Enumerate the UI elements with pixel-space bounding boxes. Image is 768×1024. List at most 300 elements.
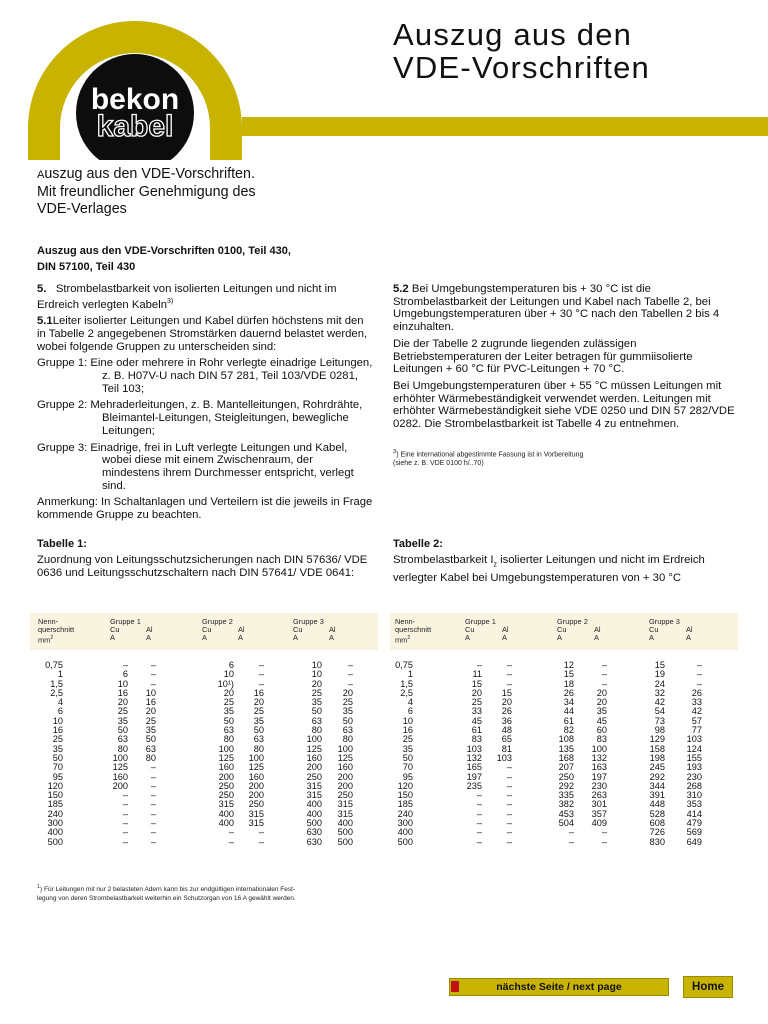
- value-cell: 160: [112, 771, 128, 782]
- table-1-footnote: [37, 883, 382, 903]
- value-cell: –: [601, 669, 607, 680]
- value-cell: 82: [563, 725, 574, 736]
- value-cell: 315: [306, 780, 322, 791]
- value-cell: 100: [248, 752, 264, 763]
- value-cell: 25: [223, 697, 234, 708]
- value-cell: 20: [117, 697, 128, 708]
- value-cell: 25: [311, 687, 322, 698]
- table-row: [30, 800, 378, 809]
- paragraph-5: [37, 283, 373, 311]
- value-cell: 20: [145, 706, 156, 717]
- value-cell: 25: [471, 697, 482, 708]
- value-cell: 230: [686, 771, 702, 782]
- value-cell: –: [506, 660, 512, 670]
- value-cell: –: [476, 818, 482, 829]
- value-cell: 103: [686, 734, 702, 745]
- right-column: [393, 283, 741, 468]
- cross-section-cell: 120: [397, 780, 413, 791]
- value-cell: 98: [654, 725, 665, 736]
- value-cell: 15: [563, 669, 574, 680]
- value-cell: 61: [471, 725, 482, 736]
- value-cell: 50: [223, 715, 234, 726]
- value-cell: 160: [218, 762, 234, 773]
- value-cell: 200: [218, 771, 234, 782]
- value-cell: 315: [218, 799, 234, 810]
- value-cell: 36: [501, 715, 512, 726]
- value-cell: –: [506, 818, 512, 829]
- value-cell: 200: [306, 762, 322, 773]
- value-cell: 608: [649, 818, 665, 829]
- value-cell: –: [506, 799, 512, 810]
- table-2-label: Tabelle 2:: [393, 538, 443, 550]
- table-row: [30, 689, 378, 698]
- title-line-2: VDE-Vorschriften: [393, 50, 650, 85]
- table-row: [30, 735, 378, 744]
- paragraph-5-2: [393, 283, 741, 334]
- value-cell: 15: [501, 687, 512, 698]
- value-cell: 830: [649, 836, 665, 847]
- footnote-marker: 1: [37, 884, 41, 890]
- value-cell: –: [601, 660, 607, 670]
- value-cell: 34: [563, 697, 574, 708]
- value-cell: 35: [117, 715, 128, 726]
- value-cell: 165: [466, 762, 482, 773]
- value-cell: –: [568, 836, 574, 847]
- value-cell: 504: [558, 818, 574, 829]
- value-cell: –: [150, 836, 156, 847]
- cross-section-cell: 25: [402, 734, 413, 745]
- table-row: [30, 782, 378, 791]
- value-cell: 25: [253, 706, 264, 717]
- section-number: 5.1: [37, 315, 53, 328]
- table-row: [30, 828, 378, 837]
- next-page-button[interactable]: [449, 978, 669, 996]
- value-cell: 80: [253, 743, 264, 754]
- value-cell: 479: [686, 818, 702, 829]
- value-cell: –: [150, 771, 156, 782]
- cross-section-cell: 150: [397, 790, 413, 801]
- value-cell: 132: [466, 752, 482, 763]
- value-cell: 44: [563, 706, 574, 717]
- table-row: [30, 754, 378, 763]
- value-cell: 453: [558, 808, 574, 819]
- cross-section-cell: 35: [52, 743, 63, 754]
- value-cell: 315: [248, 818, 264, 829]
- value-cell: 132: [591, 752, 607, 763]
- value-cell: 100: [218, 743, 234, 754]
- paragraph-text: Bei Umgebungstemperaturen bis + 30 °C ist die Strombelastbarkeit der Leitungen und Kabel nach Tabelle 2, bei Umgebungstemperaturen über + 30 °C nach den Tabellen 2 bis 4 einzuhalten.: [393, 283, 720, 334]
- intro-first-letter: A: [37, 169, 45, 181]
- cross-section-cell: 95: [402, 771, 413, 782]
- value-cell: –: [258, 669, 264, 680]
- cross-section-cell: 2,5: [400, 687, 413, 698]
- value-cell: –: [476, 808, 482, 819]
- value-cell: 83: [596, 734, 607, 745]
- value-cell: 26: [501, 706, 512, 717]
- value-cell: 20: [342, 687, 353, 698]
- intro-line-1: uszug aus den VDE-Vorschriften.: [44, 166, 255, 182]
- footnote-ref: 3): [167, 297, 174, 305]
- value-cell: 400: [218, 818, 234, 829]
- value-cell: –: [506, 836, 512, 847]
- intro-line-2: Mit freundlicher Genehmigung des: [37, 184, 256, 200]
- value-cell: 10: [311, 669, 322, 680]
- value-cell: –: [601, 836, 607, 847]
- value-cell: 103: [496, 752, 512, 763]
- value-cell: –: [122, 790, 128, 801]
- value-cell: 292: [558, 780, 574, 791]
- value-cell: 26: [563, 687, 574, 698]
- group-2-text: Gruppe 2: Mehraderleitungen, z. B. Mantelleitungen, Rohrdrähte, Bleimantel-Leitungen, Steigleitungen, bewegliche Leitungen;: [37, 399, 363, 437]
- value-cell: 80: [223, 734, 234, 745]
- value-cell: 292: [649, 771, 665, 782]
- value-cell: –: [122, 799, 128, 810]
- table-row: [30, 810, 378, 819]
- value-cell: 80: [145, 752, 156, 763]
- value-cell: –: [150, 780, 156, 791]
- value-cell: 158: [649, 743, 665, 754]
- value-cell: 310: [686, 790, 702, 801]
- value-cell: 500: [337, 827, 353, 838]
- value-cell: 335: [558, 790, 574, 801]
- table-2-body: [390, 661, 738, 847]
- value-cell: –: [150, 678, 156, 689]
- cross-section-cell: 2,5: [50, 687, 63, 698]
- value-cell: 35: [342, 706, 353, 717]
- subhead-line-1: Auszug aus den VDE-Vorschriften 0100, Teil 430,: [37, 245, 291, 257]
- value-cell: 315: [248, 808, 264, 819]
- header-group-3: Gruppe 3 Cu Al A A: [293, 617, 336, 643]
- value-cell: 16: [117, 687, 128, 698]
- value-cell: 125: [337, 752, 353, 763]
- value-cell: 400: [337, 818, 353, 829]
- cross-section-cell: 185: [47, 799, 63, 810]
- cross-section-cell: 500: [397, 836, 413, 847]
- table-1-caption: [37, 538, 373, 579]
- value-cell: 197: [466, 771, 482, 782]
- value-cell: –: [150, 808, 156, 819]
- footnote-line: legung von deren Strombelastbarkeit weiterhin ein Schutzorgan von 16 A gewählt werden.: [37, 895, 296, 903]
- value-cell: 100: [591, 743, 607, 754]
- value-cell: 73: [654, 715, 665, 726]
- value-cell: 250: [218, 790, 234, 801]
- cross-section-cell: 240: [47, 808, 63, 819]
- value-cell: 50: [117, 725, 128, 736]
- footnote-marker: 3: [393, 448, 397, 455]
- value-cell: 16: [253, 687, 264, 698]
- value-cell: –: [506, 669, 512, 680]
- value-cell: 35: [596, 706, 607, 717]
- header-group-3: Gruppe 3 Cu Al A A: [649, 617, 693, 643]
- value-cell: –: [122, 827, 128, 838]
- value-cell: 103: [466, 743, 482, 754]
- value-cell: 414: [686, 808, 702, 819]
- value-cell: 42: [691, 706, 702, 717]
- value-cell: –: [506, 762, 512, 773]
- value-cell: 25: [145, 715, 156, 726]
- value-cell: –: [258, 836, 264, 847]
- value-cell: 250: [558, 771, 574, 782]
- logo-text-bottom: kabel: [96, 110, 174, 143]
- value-cell: 100: [112, 752, 128, 763]
- value-cell: –: [506, 827, 512, 838]
- table-1-header: [30, 613, 378, 650]
- value-cell: 20: [253, 697, 264, 708]
- table-row: [30, 680, 378, 689]
- value-cell: 160: [337, 762, 353, 773]
- value-cell: –: [506, 808, 512, 819]
- next-page-marker: [451, 981, 459, 992]
- section-number: 5.: [37, 283, 47, 295]
- table-2-caption: [393, 538, 738, 584]
- value-cell: 160: [306, 752, 322, 763]
- table-row: [30, 763, 378, 772]
- value-cell: 35: [145, 725, 156, 736]
- cross-section-cell: 95: [52, 771, 63, 782]
- table-2: [390, 613, 738, 847]
- paragraph-text: Leiter isolierter Leitungen und Kabel dürfen höchstens mit den in Tabelle 2 angegebenen Stromstärken dauernd belastet werden, wobei folgende Gruppen zu unterscheiden sind:: [37, 315, 368, 353]
- header-cross-section: Nenn- querschnitt $mm^2$: [38, 617, 75, 645]
- table-1-label: Tabelle 1:: [37, 538, 87, 550]
- value-cell: 45: [596, 715, 607, 726]
- value-cell: 32: [654, 687, 665, 698]
- header-group-1: Gruppe 1 Cu Al A A: [110, 617, 153, 643]
- value-cell: 245: [649, 762, 665, 773]
- value-cell: 382: [558, 799, 574, 810]
- value-cell: 569: [686, 827, 702, 838]
- value-cell: 448: [649, 799, 665, 810]
- value-cell: 163: [591, 762, 607, 773]
- value-cell: 20: [471, 687, 482, 698]
- value-cell: 42: [654, 697, 665, 708]
- cross-section-cell: 120: [47, 780, 63, 791]
- cross-section-cell: 50: [52, 752, 63, 763]
- header-group-2: Gruppe 2 Cu Al A A: [557, 617, 601, 643]
- value-cell: 16: [145, 697, 156, 708]
- value-cell: –: [347, 669, 353, 680]
- header-group-2: Gruppe 2 Cu Al A A: [202, 617, 245, 643]
- value-cell: 10: [311, 660, 322, 670]
- value-cell: –: [150, 790, 156, 801]
- cross-section-cell: 185: [397, 799, 413, 810]
- cross-section-cell: 150: [47, 790, 63, 801]
- table-1: [30, 613, 378, 847]
- cross-section-cell: 1,5: [50, 678, 63, 689]
- table-row: [30, 670, 378, 679]
- table-2-description: Strombelastbarkeit $I_z$ isolierter Leitungen und nicht im Erdreich verlegter Kabel bei Umgebungstemperaturen von + 30 °C: [393, 554, 705, 584]
- table-row: [390, 838, 738, 847]
- value-cell: 80: [342, 734, 353, 745]
- footnote-line: (siehe z. B. VDE 0100 h/..70): [393, 459, 484, 467]
- value-cell: –: [476, 827, 482, 838]
- header-cross-section: Nenn- querschnitt $mm^2$: [395, 617, 432, 645]
- cross-section-cell: 16: [52, 725, 63, 736]
- value-cell: 100: [337, 743, 353, 754]
- cross-section-cell: 16: [402, 725, 413, 736]
- value-cell: 54: [654, 706, 665, 717]
- value-cell: –: [150, 669, 156, 680]
- value-cell: –: [150, 660, 156, 670]
- value-cell: –: [258, 660, 264, 670]
- value-cell: –: [506, 771, 512, 782]
- value-cell: 15: [654, 660, 665, 670]
- value-cell: 57: [691, 715, 702, 726]
- value-cell: 35: [253, 715, 264, 726]
- value-cell: 649: [686, 836, 702, 847]
- value-cell: –: [228, 827, 234, 838]
- value-cell: 10: [145, 687, 156, 698]
- value-cell: 200: [112, 780, 128, 791]
- value-cell: –: [122, 818, 128, 829]
- value-cell: –: [150, 827, 156, 838]
- value-cell: 344: [649, 780, 665, 791]
- value-cell: 100: [306, 734, 322, 745]
- value-cell: 409: [591, 818, 607, 829]
- table-2-header: [390, 613, 738, 650]
- value-cell: 20: [501, 697, 512, 708]
- title-line-1: Auszug aus den: [393, 17, 633, 52]
- cross-section-cell: 240: [397, 808, 413, 819]
- value-cell: 63: [223, 725, 234, 736]
- value-cell: 155: [686, 752, 702, 763]
- table-1-body: [30, 661, 378, 847]
- value-cell: 125: [112, 762, 128, 773]
- value-cell: 18: [563, 678, 574, 689]
- value-cell: 630: [306, 836, 322, 847]
- value-cell: 50: [253, 725, 264, 736]
- value-cell: 250: [218, 780, 234, 791]
- value-cell: 125: [306, 743, 322, 754]
- next-page-label: nächste Seite / next page: [496, 981, 622, 993]
- cross-section-cell: 300: [47, 818, 63, 829]
- value-cell: 135: [558, 743, 574, 754]
- value-cell: –: [476, 799, 482, 810]
- header-group-1: Gruppe 1 Cu Al A A: [465, 617, 509, 643]
- cross-section-cell: 300: [397, 818, 413, 829]
- left-column: [37, 283, 373, 526]
- value-cell: 10¹): [217, 678, 234, 689]
- value-cell: 35: [223, 706, 234, 717]
- value-cell: 20: [223, 687, 234, 698]
- value-cell: 200: [248, 780, 264, 791]
- value-cell: 11: [472, 669, 482, 680]
- paragraph-heat-resistance: Bei Umgebungstemperaturen über + 55 °C müssen Leitungen mit erhöhter Wärmebeständigkeit verwendet werden. Leitungen mit erhöhter Wärmebeständigkeit siehe VDE 0250 und DIN 57 282/VDE 0282. Die Strombelastbarkeit ist Tabelle 4 zu entnehmen.: [393, 379, 735, 431]
- value-cell: 400: [306, 808, 322, 819]
- footnote-3: [393, 448, 741, 468]
- table-row: [30, 661, 378, 670]
- value-cell: –: [228, 836, 234, 847]
- value-cell: 500: [306, 818, 322, 829]
- value-cell: 250: [306, 771, 322, 782]
- value-cell: –: [347, 678, 353, 689]
- value-cell: –: [122, 836, 128, 847]
- value-cell: 80: [117, 743, 128, 754]
- cross-section-cell: 0,75: [395, 660, 413, 670]
- table-row: [30, 726, 378, 735]
- value-cell: –: [347, 660, 353, 670]
- value-cell: 83: [471, 734, 482, 745]
- value-cell: –: [696, 678, 702, 689]
- value-cell: 24: [654, 678, 665, 689]
- value-cell: 353: [686, 799, 702, 810]
- table-1-description: Zuordnung von Leitungsschutzsicherungen nach DIN 57636/ VDE 0636 und Leitungsschutzschaltern nach DIN 57641/ VDE 0641:: [37, 554, 368, 579]
- value-cell: 500: [337, 836, 353, 847]
- value-cell: –: [696, 669, 702, 680]
- paragraph-5-1: [37, 315, 373, 353]
- cross-section-cell: 4: [57, 697, 63, 708]
- value-cell: 528: [649, 808, 665, 819]
- cross-section-cell: 10: [52, 715, 63, 726]
- table-row: [30, 717, 378, 726]
- cross-section-cell: 400: [47, 827, 63, 838]
- group-3-text: Gruppe 3: Einadrige, frei in Luft verlegte Leitungen und Kabel, wobei diese mit einem Zwischenraum, der mindestens ihrem Durchmesser entspricht, verlegt sind.: [37, 441, 354, 492]
- footnote-line: ) Eine international abgestimmte Fassung ist in Vorbereitung: [396, 451, 584, 459]
- header-bar: [242, 117, 768, 136]
- value-cell: 6: [122, 669, 128, 680]
- cross-section-cell: 1: [407, 669, 413, 680]
- value-cell: 63: [342, 725, 353, 736]
- value-cell: 125: [218, 752, 234, 763]
- value-cell: 33: [471, 706, 482, 717]
- cross-section-cell: 70: [402, 762, 413, 773]
- value-cell: 63: [253, 734, 264, 745]
- value-cell: 200: [337, 780, 353, 791]
- note-text: Anmerkung: In Schaltanlagen und Verteilern ist die jeweils in Frage kommende Gruppe zu beachten.: [37, 496, 373, 522]
- value-cell: –: [601, 827, 607, 838]
- cross-section-cell: 500: [47, 836, 63, 847]
- value-cell: 50: [342, 715, 353, 726]
- value-cell: 80: [311, 725, 322, 736]
- value-cell: –: [150, 762, 156, 773]
- value-cell: 207: [558, 762, 574, 773]
- logo-text-top: bekon: [90, 83, 180, 116]
- value-cell: 193: [686, 762, 702, 773]
- value-cell: 26: [691, 687, 702, 698]
- value-cell: 129: [649, 734, 665, 745]
- value-cell: –: [476, 660, 482, 670]
- table-row: [30, 745, 378, 754]
- cross-section-cell: 0,75: [45, 660, 63, 670]
- value-cell: 48: [501, 725, 512, 736]
- value-cell: –: [122, 808, 128, 819]
- value-cell: 20: [596, 687, 607, 698]
- intro-text: [37, 166, 367, 218]
- home-button[interactable]: [683, 976, 733, 998]
- section-subheading: [37, 243, 377, 275]
- value-cell: 315: [306, 790, 322, 801]
- table-row: [30, 838, 378, 847]
- value-cell: 12: [563, 660, 574, 670]
- paragraph-text: Strombelastbarkeit von isolierten Leitungen und nicht im Erdreich verlegten Kabeln: [37, 283, 337, 311]
- value-cell: 268: [686, 780, 702, 791]
- value-cell: 630: [306, 827, 322, 838]
- value-cell: 400: [306, 799, 322, 810]
- value-cell: 81: [501, 743, 512, 754]
- value-cell: 63: [145, 743, 156, 754]
- value-cell: 263: [591, 790, 607, 801]
- cross-section-cell: 4: [407, 697, 413, 708]
- value-cell: 168: [558, 752, 574, 763]
- cross-section-cell: 25: [52, 734, 63, 745]
- table-row: [30, 707, 378, 716]
- value-cell: –: [506, 678, 512, 689]
- value-cell: 10: [117, 678, 128, 689]
- value-cell: 33: [691, 697, 702, 708]
- value-cell: 400: [218, 808, 234, 819]
- value-cell: 61: [563, 715, 574, 726]
- section-number: 5.2: [393, 283, 409, 295]
- value-cell: 20: [596, 697, 607, 708]
